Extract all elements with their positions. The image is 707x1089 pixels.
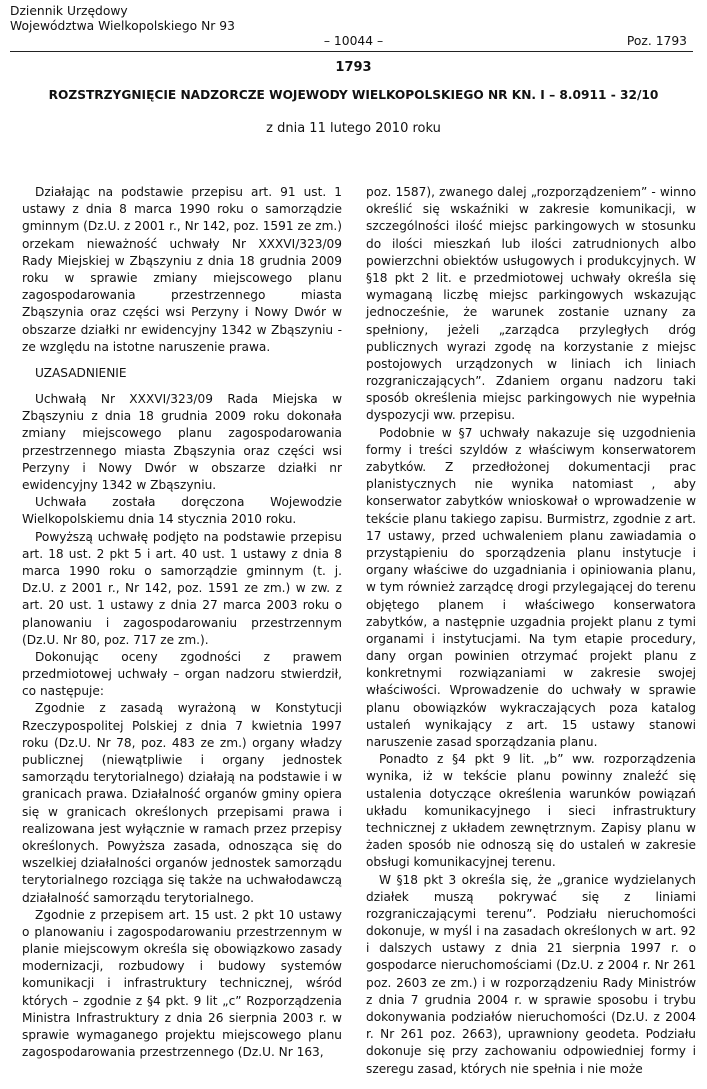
paragraph: Powyższą uchwałę podjęto na podstawie przepisu art. 18 ust. 2 pkt 5 i art. 40 ust. 1 ustawy z dnia 8 marca 1990 roku o samorządzie gminnym (t. j. Dz.U. z 2001 r., Nr 142, poz. 1591 ze zm.) w zw. z art. 20 ust. 1 ustawy z dnia 27 marca 2003 roku o planowaniu i zagospodarowaniu przestrzennym (Dz.U. Nr 80, poz. 717 ze zm.). xyxy=(22,529,342,647)
paragraph: Uchwała została doręczona Wojewodzie Wielkopolskiemu dnia 14 stycznia 2010 roku. xyxy=(22,495,342,527)
document-title: ROZSTRZYGNIĘCIE NADZORCZE WOJEWODY WIELKOPOLSKIEGO NR KN. I – 8.0911 - 32/10 xyxy=(48,88,659,102)
journal-name: Dziennik Urzędowy xyxy=(10,4,128,18)
journal-issue: Województwa Wielkopolskiego Nr 93 xyxy=(10,19,235,33)
header-divider xyxy=(10,51,693,52)
paragraph: Podobnie w §7 uchwały nakazuje się uzgodnienia formy i treści szyldów z właściwym konserwatorem zabytków. Z przedłożonej dokumentacji prac planistycznych nie wynika natomiast , aby konserwator zabytków wnioskował o wprowadzenie w tekście planu takiego zapisu. Burmistrz, zgodnie z art. 17 ustawy, przed uchwaleniem planu zawiadamia o przystąpieniu do sporządzenia planu instytucje i organy właściwe do uzgadniania i opiniowania planu, w tym również zarządcę drogi przylegającej do terenu objętego planem i właściwego konserwatora zabytków, a następnie uzgadnia projekt planu z tymi organami i instytucjami. Na tym etapie procedury, dany organ powinien otrzymać projekt planu z konkretnymi rozwiązaniami w zakresie swojej właściwości. Wprowadzenie do uchwały w sprawie planu obowiązków wykraczających poza katalog ustaleń wynikający z art. 15 ustawy stanowi naruszenie zasad sporządzania planu. xyxy=(366,425,696,749)
paragraph: Ponadto z §4 pkt 9 lit. „b” ww. rozporządzenia wynika, iż w tekście planu powinny znaleźć się ustalenia dotyczące określenia warunków powiązań układu komunikacyjnego i sieci infrastruktury technicznej z układem zewnętrznym. Zapisy planu w żaden sposób nie odnoszą się do ustaleń w zakresie obsługi komunikacyjnej terenu. xyxy=(366,752,696,870)
paragraph: Dokonując oceny zgodności z prawem przedmiotowej uchwały – organ nadzoru stwierdził, co następuje: xyxy=(22,649,342,699)
document-date: z dnia 11 lutego 2010 roku xyxy=(266,121,441,136)
page-number: – 10044 – xyxy=(323,34,384,48)
journal-header xyxy=(10,4,235,34)
section-heading: UZASADNIENIE xyxy=(35,365,127,380)
paragraph-decision: Działając na podstawie przepisu art. 91 ust. 1 ustawy z dnia 8 marca 1990 roku o samorządzie gminnym (Dz.U. z 2001 r., Nr 142, poz. 1591 ze zm.) orzekam nieważność uchwały Nr XXXVI/323/09 Rady Miejskiej w Zbąszyniu z dnia 18 grudnia 2009 roku w sprawie zmiany miejscowego planu zagospodarowania przestrzennego miasta Zbąszynia oraz części wsi Perzyny i Nowy Dwór w obszarze działki nr ewidencyjny 1342 w Zbąszyniu - ze względu na istotne naruszenie prawa. xyxy=(22,185,342,354)
left-column xyxy=(22,184,342,1061)
paragraph: Uchwałą Nr XXXVI/323/09 Rada Miejska w Zbąszyniu z dnia 18 grudnia 2009 roku dokonała zmiany miejscowego planu zagospodarowania przestrzennego miasta Zbąszynia oraz części wsi Perzyny i Nowy Dwór w obszarze działki nr ewidencyjny 1342 w Zbąszyniu. xyxy=(22,392,342,492)
paragraph: Zgodnie z zasadą wyrażoną w Konstytucji Rzeczypospolitej Polskiej z dnia 7 kwietnia 1997 roku (Dz.U. Nr 78, poz. 483 ze zm.) organy władzy publicznej (niewątpliwie i organy jednostek samorządu terytorialnego) działają na podstawie i w granicach prawa. Działalność organów gminy opiera się w granicach określonych przepisami prawa i realizowana jest wyłącznie w ramach przez przepisy określonych. Powyższa zasada, odnosząca się do wszelkiej działalności organów jednostek samorządu terytorialnego rozciąga się także na uchwałodawczą działalność samorządu terytorialnego. xyxy=(22,701,342,905)
position-number: Poz. 1793 xyxy=(626,34,687,48)
paragraph: W §18 pkt 3 określa się, że „granice wydzielanych działek muszą pokrywać się z liniami rozgraniczającymi terenu”. Podziału nieruchomości dokonuje, w myśl i na zasadach określonych w art. 92 i dalszych ustawy z dnia 21 sierpnia 1997 r. o gospodarce nieruchomościami (Dz.U. z 2004 r. Nr 261 poz. 2603 ze zm.) i w rozporządzeniu Rady Ministrów z dnia 7 grudnia 2004 r. w sprawie sposobu i trybu dokonywania podziałów nieruchomości (Dz.U. z 2004 r. Nr 261 poz. 2663), uprawniony geodeta. Podziału dokonuje się przy zachowaniu odpowiedniej formy i szeregu zasad, których nie spełnia i nie może xyxy=(366,872,696,1076)
document-number: 1793 xyxy=(335,60,372,75)
paragraph-continued: poz. 1587), zwanego dalej „rozporządzeniem” - winno określić się wskaźniki w zakresie komunikacji, w szczególności ilość miejsc parkingowych w stosunku do ilości mieszkań lub ilości zatrudnionych albo powierzchni obiektów usługowych i produkcyjnych. W §18 pkt 2 lit. e przedmiotowej uchwały określa się wymaganą liczbę miejsc parkingowych wskazując jednocześnie, że warunek zostanie uznany za spełniony, jeżeli „zarządca przyległych dróg publicznych wyrazi zgodę na korzystanie z miejsc postojowych urządzonych w liniach ich liniach rozgraniczających”. Zdaniem organu nadzoru taki sposób określenia miejsc parkingowych nie wypełnia dyspozycji ww. przepisu. xyxy=(366,185,696,423)
right-column xyxy=(366,184,696,1078)
paragraph: Zgodnie z przepisem art. 15 ust. 2 pkt 10 ustawy o planowaniu i zagospodarowaniu przestrzennym w planie miejscowym określa się obowiązkowo zasady modernizacji, rozbudowy i budowy systemów komunikacji i infrastruktury technicznej, wśród których – zgodnie z §4 pkt. 9 lit „c” Rozporządzenia Ministra Infrastruktury z dnia 26 sierpnia 2003 r. w sprawie wymaganego projektu miejscowego planu zagospodarowania przestrzennego (Dz.U. Nr 163, xyxy=(22,907,342,1060)
